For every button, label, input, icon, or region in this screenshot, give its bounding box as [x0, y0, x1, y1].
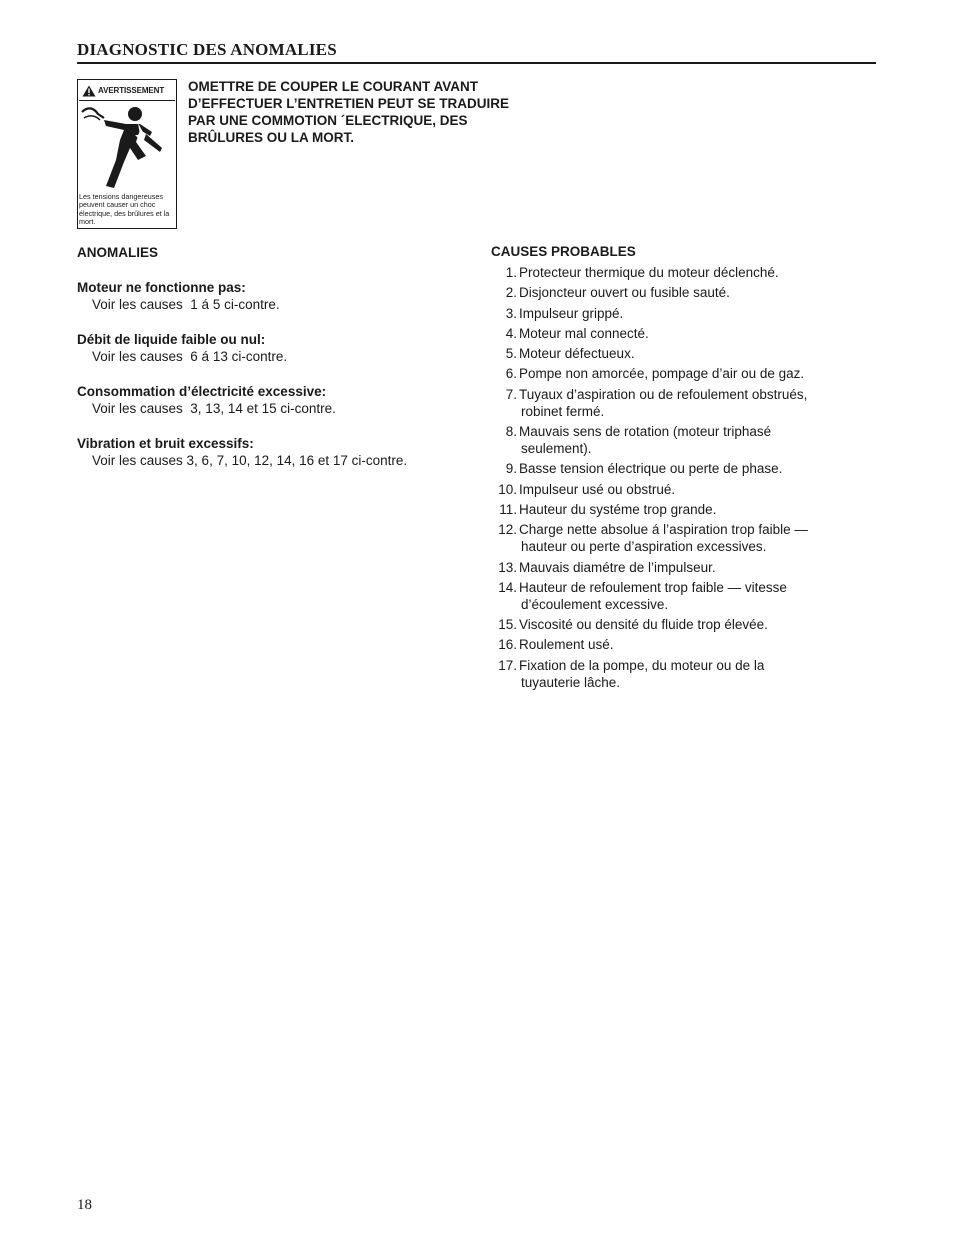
- warning-header: [79, 81, 175, 101]
- cause-number: 14.: [498, 579, 517, 595]
- warning-statement: [188, 78, 568, 146]
- cause-number: 12.: [498, 522, 517, 538]
- cause-text: [519, 345, 881, 362]
- warning-small-text: Les tensions dangereuses peuvent causer un choc électrique, des brûlures et la mort.: [79, 192, 170, 227]
- cause-item: [491, 501, 881, 518]
- cause-text-line: d’écoulement excessive.: [521, 596, 669, 612]
- warning-line: D’EFFECTUER L’ENTRETIEN PEUT SE TRADUIRE: [188, 96, 510, 111]
- cause-text-line: tuyauterie lâche.: [521, 674, 621, 690]
- anomalies-heading: ANOMALIES: [77, 245, 158, 260]
- cause-item: [491, 345, 881, 362]
- cause-item: [491, 481, 881, 498]
- cause-text-line: Pompe non amorcée, pompage d’air ou de gaz.: [519, 366, 805, 382]
- cause-text-line: Impulseur grippé.: [519, 305, 624, 321]
- cause-item: [491, 284, 881, 301]
- warning-label-box: [77, 79, 177, 229]
- cause-item: [491, 657, 881, 691]
- cause-text-line: Hauteur du systéme trop grande.: [519, 501, 717, 517]
- cause-item: [491, 579, 881, 613]
- cause-text: [519, 559, 881, 576]
- cause-text-line: Roulement usé.: [519, 637, 614, 653]
- cause-text: [519, 386, 881, 420]
- cause-number: 16.: [498, 637, 517, 653]
- anomaly-description: Voir les causes 6 á 13 ci-contre.: [92, 349, 288, 364]
- anomalies-column: [77, 244, 477, 469]
- anomaly-item: [77, 435, 477, 469]
- cause-text-line: Mauvais sens de rotation (moteur triphasé: [519, 424, 772, 440]
- cause-item: [491, 386, 881, 420]
- cause-text-line: hauteur ou perte d’aspiration excessives.: [521, 539, 767, 555]
- cause-text: [519, 460, 881, 477]
- cause-text: [519, 636, 881, 653]
- cause-text: [519, 481, 881, 498]
- cause-item: [491, 460, 881, 477]
- cause-number: 3.: [505, 305, 517, 321]
- cause-text: [519, 365, 881, 382]
- cause-number: 6.: [505, 366, 517, 382]
- cause-text: [519, 305, 881, 322]
- cause-number: 15.: [498, 617, 517, 633]
- warning-label-text: AVERTISSEMENT: [98, 86, 165, 95]
- cause-text: [519, 579, 881, 613]
- cause-number: 9.: [505, 461, 517, 477]
- anomaly-description: Voir les causes 3, 6, 7, 10, 12, 14, 16 et 17 ci-contre.: [92, 453, 408, 468]
- cause-item: [491, 423, 881, 457]
- cause-text-line: Mauvais diamétre de l’impulseur.: [519, 559, 716, 575]
- cause-text-line: robinet fermé.: [521, 403, 605, 419]
- anomaly-title: Vibration et bruit excessifs:: [77, 436, 254, 451]
- cause-text: [519, 264, 881, 281]
- cause-text: [519, 325, 881, 342]
- causes-heading: CAUSES PROBABLES: [491, 244, 636, 259]
- anomaly-title: Moteur ne fonctionne pas:: [77, 280, 246, 295]
- cause-item: [491, 521, 881, 555]
- cause-text: [519, 423, 881, 457]
- cause-item: [491, 636, 881, 653]
- anomaly-item: [77, 383, 477, 417]
- cause-text-line: Tuyaux d’aspiration ou de refoulement obstrués,: [519, 386, 808, 402]
- title-divider: [77, 62, 876, 64]
- cause-text: [519, 657, 881, 691]
- cause-text-line: Moteur mal connecté.: [519, 325, 649, 341]
- cause-text-line: Hauteur de refoulement trop faible — vitesse: [519, 579, 787, 595]
- causes-list: [491, 264, 881, 691]
- cause-number: 4.: [505, 325, 517, 341]
- cause-number: 5.: [505, 346, 517, 362]
- cause-text-line: Protecteur thermique du moteur déclenché.: [519, 265, 779, 280]
- cause-text-line: Disjoncteur ouvert ou fusible sauté.: [519, 285, 730, 301]
- warning-line: BRÛLURES OU LA MORT.: [188, 130, 354, 145]
- cause-item: [491, 325, 881, 342]
- cause-text-line: Basse tension électrique ou perte de phase.: [519, 461, 783, 477]
- cause-number: 13.: [498, 559, 517, 575]
- electrical-shock-hazard-icon: [80, 104, 175, 190]
- cause-number: 11.: [499, 501, 517, 517]
- cause-number: 7.: [505, 386, 517, 402]
- anomaly-title: Consommation d’électricité excessive:: [77, 384, 327, 399]
- cause-item: [491, 264, 881, 281]
- cause-text-line: seulement).: [521, 441, 592, 457]
- anomaly-title: Débit de liquide faible ou nul:: [77, 332, 266, 347]
- page-number: 18: [77, 1197, 92, 1213]
- anomaly-item: [77, 331, 477, 365]
- cause-number: 1.: [505, 265, 517, 280]
- warning-triangle-icon: [82, 85, 96, 97]
- cause-text-line: Impulseur usé ou obstrué.: [519, 481, 676, 497]
- cause-item: [491, 559, 881, 576]
- cause-number: 17.: [498, 657, 517, 673]
- cause-item: [491, 616, 881, 633]
- cause-item: [491, 305, 881, 322]
- cause-text: [519, 521, 881, 555]
- cause-text-line: Fixation de la pompe, du moteur ou de la: [519, 657, 765, 673]
- cause-text: [519, 616, 881, 633]
- anomaly-description: Voir les causes 3, 13, 14 et 15 ci-contre.: [92, 401, 336, 416]
- anomaly-item: [77, 279, 477, 313]
- cause-text-line: Viscosité ou densité du fluide trop élevée.: [519, 617, 768, 633]
- cause-number: 10.: [498, 481, 517, 497]
- cause-number: 8.: [505, 424, 517, 440]
- section-title: DIAGNOSTIC DES ANOMALIES: [77, 40, 337, 59]
- cause-text: [519, 284, 881, 301]
- anomaly-description: Voir les causes 1 á 5 ci-contre.: [92, 297, 280, 312]
- cause-number: 2.: [505, 285, 517, 301]
- warning-line: OMETTRE DE COUPER LE COURANT AVANT: [188, 79, 478, 94]
- cause-text-line: Moteur défectueux.: [519, 346, 635, 362]
- cause-text-line: Charge nette absolue á l’aspiration trop faible —: [519, 522, 808, 538]
- causes-column: [491, 243, 881, 694]
- cause-item: [491, 365, 881, 382]
- warning-line: PAR UNE COMMOTION ´ELECTRIQUE, DES: [188, 113, 468, 128]
- cause-text: [519, 501, 881, 518]
